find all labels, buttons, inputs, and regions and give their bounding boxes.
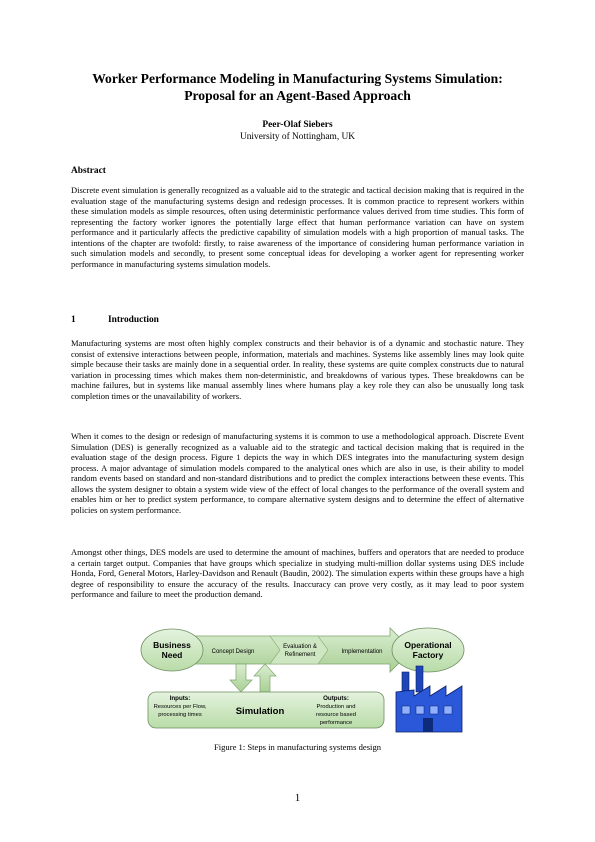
author-name: Peer-Olaf Siebers xyxy=(262,120,333,130)
page-number: 1 xyxy=(294,792,301,804)
intro-paragraph-1: Manufacturing systems are most often highly complex constructs and their behavior is of a dynamic and stochastic nature. They consist of extensive interactions between people, information, materials and machines. Systems like assembly lines may look quite simple because their tasks are mainly done in a sequential order. In reality, these systems are quite complex constructs due to natural variation in processing times which makes them non-deterministic, and breakdowns of various types. These breakdowns can be machine failures, but in systems like manual assembly lines where humans play a key role they can also be unusually long task completion times or the unavailability of workers. xyxy=(71,338,524,401)
title-line-2: Proposal for an Agent-Based Approach xyxy=(184,88,411,103)
outputs-line-1: Production and xyxy=(316,704,356,710)
title-line-1: Worker Performance Modeling in Manufacturing Systems Simulation: xyxy=(92,71,503,86)
inputs-title: Inputs: xyxy=(169,695,191,702)
factory-icon xyxy=(396,666,462,732)
intro-paragraph-2: When it comes to the design or redesign of manufacturing systems it is common to use a methodological approach. Discrete Event Simulation (DES) is generally recognized as a valuable aid to the strategic and tactical decision making that is required in the evaluation stage of the design process. Figure 1 depicts the way in which DES integrates into the manufacturing system design process. A major advantage of simulation models compared to the analytical ones which are also in use, is their ability to model random events based on standard and non-standard distributions and to predict the complex interactions between these events. This allows the system designer to obtain a system wide view of the effect of local changes to the performance of the overall system and enables him or her to predict system performance, to compare alternative system designs and to determine the effect of alternative policies on system performance. xyxy=(71,431,524,515)
section-title: Introduction xyxy=(108,315,159,325)
concept-design-label: Concept Design xyxy=(211,649,255,655)
outputs-line-2: resource based xyxy=(316,712,356,718)
outputs-title: Outputs: xyxy=(323,695,349,702)
section-number: 1 xyxy=(71,315,76,325)
intro-paragraph-3: Amongst other things, DES models are used to determine the amount of machines, buffers and operators that are needed to produce a certain target output. Companies that have groups which specialize in studying multi-million dollar systems using DES include Honda, Ford, General Motors, Harley-Davidson and Renault (Baudin, 2002). The simulation experts within these groups have a high degree of responsibility to ensure the accuracy of the results. Inaccuracy can prove very costly, as it may lead to poor system performance and failure to meet the production demand. xyxy=(71,547,524,599)
inputs-line-2: processing times xyxy=(158,712,202,718)
outputs-line-3: performance xyxy=(319,720,353,726)
operational-label-1: Operational xyxy=(404,640,452,650)
design-process-diagram xyxy=(140,620,470,740)
up-arrow-from-simulation xyxy=(254,664,276,692)
implementation-label: Implementation xyxy=(341,649,383,655)
evaluation-label-2: Refinement xyxy=(284,652,316,658)
abstract-heading: Abstract xyxy=(71,166,106,176)
abstract-text: Discrete event simulation is generally recognized as a valuable aid to the strategic and tactical decision making that is required in the evaluation stage of the manufacturing systems design and redesign processes. It is common practice to represent workers within these simulation models as simple resources, often using deterministic performance values derived from time studies. This form of representing the factory worker ignores the potentially large effect that human performance variation can have on system performance and it particularly affects the predictive capability of simulation models with a high proportion of manual tasks. The intentions of the chapter are twofold: firstly, to raise awareness of the importance of considering human performance variation in such simulation models and secondly, to present some conceptual ideas for developing a worker agent for representing worker performance in manufacturing systems simulation models. xyxy=(71,185,524,269)
evaluation-label-1: Evaluation & xyxy=(283,644,317,650)
author-affiliation: University of Nottingham, UK xyxy=(239,132,356,142)
simulation-label: Simulation xyxy=(235,706,285,717)
business-need-label-2: Need xyxy=(161,650,183,660)
operational-label-2: Factory xyxy=(412,650,444,660)
paper-title xyxy=(40,70,555,104)
down-arrow-to-simulation xyxy=(230,664,252,692)
business-need-label-1: Business xyxy=(153,640,191,650)
figure-caption: Figure 1: Steps in manufacturing systems design xyxy=(213,742,382,752)
inputs-line-1: Resources per Flow, xyxy=(153,704,207,710)
